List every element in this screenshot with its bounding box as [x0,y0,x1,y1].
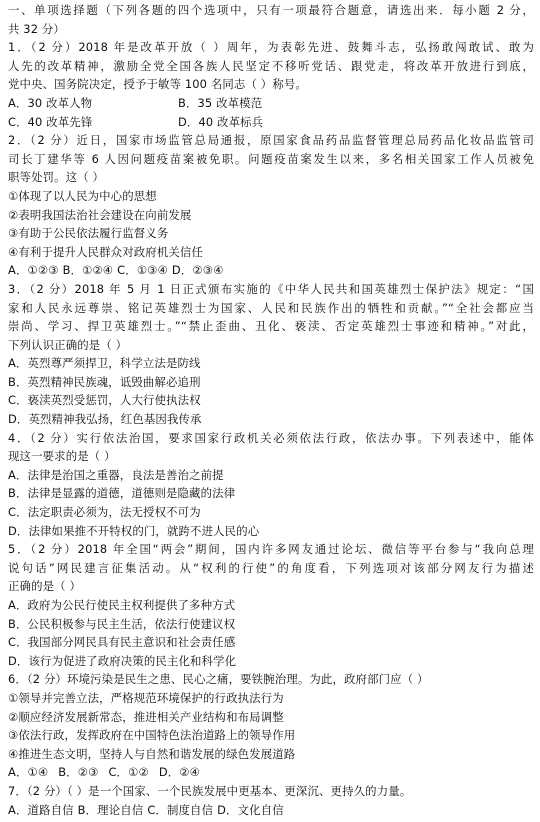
option-d: D．40 改革标兵 [178,114,264,129]
option-d: D．②③④ [171,263,224,278]
option-a: A．①④ [8,765,49,780]
option-c: C．制度自信 [147,802,214,817]
option-b: B．①②④ [62,263,114,278]
question-stem: 家和人民永远尊崇、铭记英雄烈士为国家、人民和民族作出的牺牲和贡献。”“全社会都应当 [8,300,534,315]
options-row [8,94,534,113]
question-stem: 6．（2 分）环境污染是民生之患、民心之痛，要铁腕治理。为此，政府部门应（ ） [8,672,429,687]
statement: ①体现了以人民为中心的思想 [8,188,157,203]
option-b: B．②③ [58,765,99,780]
option-d: D．②④ [158,765,201,780]
question-3 [8,280,534,429]
question-2 [8,131,534,280]
question-stem: 司长丁建华等 6 人因问题疫苗案被免职。问题疫苗案发生以来，多名相关国家工作人员被免 [8,151,534,166]
question-stem: 5．（2 分）2018 年全国“两会”期间，国内许多网友通过论坛、微信等平台参与“我向总理 [8,542,534,557]
option-a: A．英烈尊严须捍卫，科学立法是防线 [8,356,201,371]
question-stem: 3．（2 分）2018 年 5 月 1 日正式颁布实施的《中华人民共和国英雄烈士保护法》规定：“国 [8,281,534,296]
option-c: C．亵渎英烈受惩罚，人大行使执法权 [8,393,201,408]
statement: ②顺应经济发展新常态，推进相关产业结构和布局调整 [8,709,284,724]
option-c: C．我国部分网民具有民主意识和社会责任感 [8,635,236,650]
option-d: D．英烈精神我弘扬，红色基因我传承 [8,412,202,427]
option-c: C．①③④ [117,263,168,278]
statement: ③有助于公民依法履行监督义务 [8,226,169,241]
question-stem: 人先的改革精神，激励全党全国各族人民坚定不移听党话、跟党走，将改革开放进行到底， [8,58,534,73]
question-stem: 4．（2 分）实行依法治国，要求国家行政机关必须依法行政，依法办事。下列表述中，能体 [8,430,534,445]
option-a: A．30 改革人物 [8,95,93,110]
option-a: A．①②③ [8,263,59,278]
question-4 [8,429,534,541]
option-c: C．法定职责必须为，法无授权不可为 [8,505,201,520]
section-heading-cont: 共 32 分） [8,21,65,36]
question-stem: 下列认识正确的是（ ） [8,337,128,352]
option-b: B．理论自信 [77,802,144,817]
option-d: D．该行为促进了政府决策的民主化和科学化 [8,653,237,668]
question-stem: 说句话”网民建言征集活动。从“权利的行使”的角度看，下列选项对该部分网友行为描述 [8,560,534,575]
option-d: D．法律如果推不开特权的门，就跨不进人民的心 [8,523,260,538]
statement: ①领导并完善立法，严格规范环境保护的行政执法行为 [8,690,284,705]
option-a: A．政府为公民行使民主权利提供了多种方式 [8,598,236,612]
question-stem: 正确的是（ ） [8,579,82,594]
option-b: B．法律是显露的道德，道德则是隐藏的法律 [8,486,236,501]
question-6 [8,670,534,782]
options-row [8,261,534,280]
question-stem: 崇尚、学习、捍卫英雄烈士。”“禁止歪曲、丑化、亵渎、否定英雄烈士事迹和精神。”对此， [8,319,534,334]
question-stem: 1．（2 分）2018 年是改革开放（ ）周年，为表彰先进、鼓舞斗志，弘扬敢闯敢试、敢为 [8,40,534,55]
question-stem: 现这一要求的是（ ） [8,449,116,464]
statement: ③依法行政，发挥政府在中国特色法治道路上的领导作用 [8,728,296,743]
section-heading: 一、单项选择题（下列各题的四个选项中，只有一项最符合题意，请选出来．每小题 2 分， [8,3,534,17]
question-stem: 2．（2 分）近日，国家市场监管总局通报，原国家食品药品监督管理总局药品化妆品监管司 [8,133,534,148]
options-row [8,763,534,782]
statement: ②表明我国法治社会建设在向前发展 [8,207,192,222]
question-stem: 7．（2 分）（ ）是一个国家、一个民族发展中更基本、更深沉、更持久的力量。 [8,783,412,798]
question-stem: 党中央、国务院决定，授予于敏等 100 名同志（ ）称号。 [8,77,307,92]
option-b: B．公民积极参与民主生活，依法行使建议权 [8,616,236,631]
option-b: B．英烈精神民族魂，诋毁曲解必追刑 [8,374,201,389]
option-a: A．法律是治国之重器，良法是善治之前提 [8,467,224,482]
option-a: A．道路自信 [8,802,74,817]
option-d: D．文化自信 [217,802,284,817]
option-b: B．35 改革模范 [178,95,263,110]
statement: ④有利于提升人民群众对政府机关信任 [8,244,204,259]
options-row [8,113,534,132]
question-stem: 职等处罚。这（ ） [8,170,105,185]
option-c: C．40 改革先锋 [8,114,93,129]
options-row [8,801,534,820]
question-1 [8,38,534,131]
statement: ④推进生态文明，坚持人与自然和谐发展的绿色发展道路 [8,746,296,761]
question-7 [8,782,534,819]
option-c: C．①② [108,765,149,780]
question-5 [8,540,534,670]
